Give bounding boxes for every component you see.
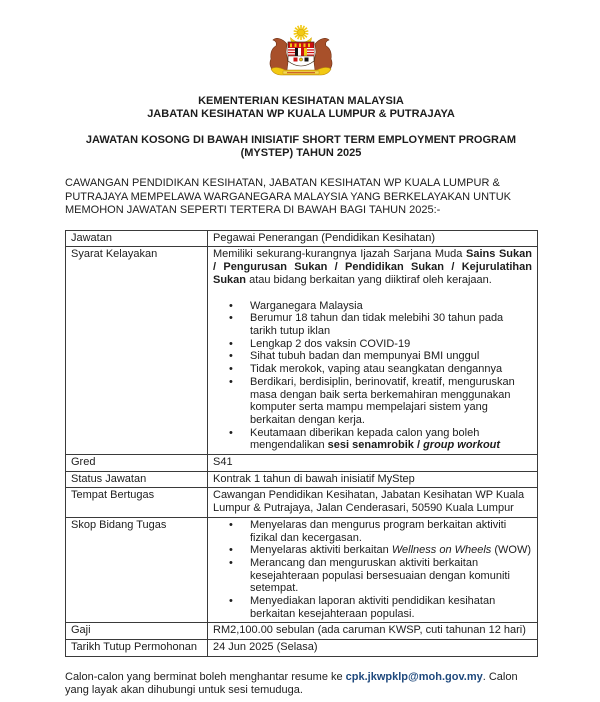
bullet-dot-icon: • — [229, 337, 233, 350]
bullet-dot-icon: • — [229, 595, 233, 608]
text-segment: group workout — [423, 439, 501, 452]
shield-icon — [288, 42, 314, 66]
value-paragraph — [213, 232, 532, 245]
row-value — [208, 471, 538, 488]
bullet-text — [250, 595, 532, 620]
row-label: Tempat Bertugas — [66, 488, 208, 517]
row-label: Jawatan — [66, 230, 208, 247]
row-label: Syarat Kelayakan — [66, 247, 208, 455]
document-title — [65, 134, 537, 160]
table-row — [66, 640, 538, 657]
bullet-dot-icon: • — [229, 363, 233, 376]
email-link[interactable]: cpk.jkwpklp@moh.gov.my — [345, 670, 483, 683]
bullet-dot-icon: • — [229, 518, 233, 531]
text-segment: Berdikari, berdisiplin, berinovatif, kreatif, menguruskan masa dengan baik serta berkemahiran menggunakan komputer serta mampu mempelajari sistem yang berkaitan dengan kerja. — [250, 375, 515, 426]
row-value — [208, 488, 538, 517]
bullet-item — [213, 312, 532, 337]
org-name-line2: JABATAN KESIHATAN WP KUALA LUMPUR & PUTRAJAYA — [147, 108, 455, 120]
text-segment: RM2,100.00 sebulan (ada caruman KWSP, cuti tahunan 12 hari) — [213, 624, 526, 637]
row-value — [208, 640, 538, 657]
text-segment: Keutamaan diberikan kepada calon yang boleh mengendalikan — [250, 426, 480, 452]
text-segment: sesi senamrobik / — [327, 439, 424, 452]
document-title-line1: JAWATAN KOSONG DI BAWAH INISIATIF SHORT TERM EMPLOYMENT PROGRAM — [85, 134, 517, 146]
value-paragraph — [213, 473, 532, 486]
bullet-item — [213, 376, 532, 427]
row-value — [208, 455, 538, 472]
bullet-dot-icon: • — [229, 350, 233, 363]
bullet-item — [213, 544, 532, 557]
banner-icon — [271, 67, 331, 75]
value-paragraph — [213, 456, 532, 469]
text-segment: . Calon yang layak akan dihubungi untuk sesi temuduga. — [65, 670, 518, 697]
text-segment: Pegawai Penerangan (Pendidikan Kesihatan) — [213, 231, 435, 244]
bullet-dot-icon: • — [229, 426, 233, 439]
row-value — [208, 517, 538, 623]
value-paragraph — [213, 489, 532, 514]
table-row — [66, 623, 538, 640]
bullet-item — [213, 519, 532, 544]
bullet-text — [250, 427, 532, 452]
table-row — [66, 247, 538, 455]
bullet-item — [213, 427, 532, 452]
bullet-dot-icon: • — [229, 312, 233, 325]
text-segment: Sihat tubuh badan dan mempunyai BMI unggul — [250, 350, 480, 363]
bullet-item — [213, 557, 532, 595]
bullet-text — [250, 544, 532, 557]
bullet-item — [213, 300, 532, 313]
row-label: Skop Bidang Tugas — [66, 517, 208, 623]
text-segment: Tidak merokok, vaping atau seangkatan dengannya — [250, 363, 503, 376]
row-label: Gred — [66, 455, 208, 472]
table-row — [66, 471, 538, 488]
bullet-text — [250, 338, 532, 351]
text-segment: 24 Jun 2025 (Selasa) — [213, 641, 318, 654]
bullet-text — [250, 557, 532, 595]
row-value — [208, 230, 538, 247]
table-row — [66, 455, 538, 472]
bullet-dot-icon: • — [229, 544, 233, 557]
row-value — [208, 623, 538, 640]
text-segment: Menyelaras dan mengurus program berkaitan aktiviti fizikal dan kecergasan. — [250, 518, 507, 544]
tiger-right-icon — [314, 38, 332, 72]
bullet-text — [250, 300, 532, 313]
bullet-text — [250, 376, 532, 427]
row-label: Status Jawatan — [66, 471, 208, 488]
table-row — [66, 488, 538, 517]
text-segment: Menyediakan laporan aktiviti pendidikan kesihatan berkaitan kesejahteraan populasi. — [250, 595, 496, 620]
tiger-left-icon — [270, 38, 288, 72]
value-paragraph — [213, 641, 532, 654]
text-segment: Menyelaras aktiviti berkaitan — [250, 544, 392, 557]
document-title-line2: (MYSTEP) TAHUN 2025 — [240, 147, 362, 159]
text-segment: Wellness on Wheels — [391, 544, 492, 557]
text-segment: Warganegara Malaysia — [250, 299, 363, 312]
job-details-table — [65, 230, 538, 657]
org-name-line1: KEMENTERIAN KESIHATAN MALAYSIA — [198, 95, 404, 107]
bullet-text — [250, 519, 532, 544]
text-segment: (WOW) — [491, 544, 531, 557]
text-segment: Merancang dan menguruskan aktiviti berkaitan kesejahteraan populasi bersesuaian dengan komuniti setempat. — [250, 556, 510, 595]
text-segment: Berumur 18 tahun dan tidak melebihi 30 tahun pada tarikh tutup iklan — [250, 312, 504, 337]
row-value — [208, 247, 538, 455]
intro-paragraph: CAWANGAN PENDIDIKAN KESIHATAN, JABATAN KESIHATAN WP KUALA LUMPUR & PUTRAJAYA MEMPELAWA WARGANEGARA MALAYSIA YANG BERKELAYAKAN UNTUK MEMOHON JAWATAN SEPERTI TERTERA DI BAWAH BAGI TAHUN 2025:- — [65, 177, 512, 217]
bullet-dot-icon: • — [229, 556, 233, 569]
text-segment: Cawangan Pendidikan Kesihatan, Jabatan Kesihatan WP Kuala Lumpur & Putrajaya, Jalan Cenderasari, 50590 Kuala Lumpur — [213, 489, 525, 515]
row-label: Tarikh Tutup Permohonan — [66, 640, 208, 657]
bullet-item — [213, 350, 532, 363]
text-segment: Memiliki sekurang-kurangnya Ijazah Sarjana Muda — [213, 248, 466, 261]
malaysia-coat-of-arms-icon — [257, 24, 345, 82]
bullet-item — [213, 363, 532, 376]
value-paragraph — [213, 248, 532, 286]
bullet-text — [250, 363, 532, 376]
text-segment: S41 — [213, 456, 233, 469]
text-segment: Lengkap 2 dos vaksin COVID-19 — [250, 337, 411, 350]
row-label: Gaji — [66, 623, 208, 640]
bullet-dot-icon: • — [229, 375, 233, 388]
value-paragraph — [213, 624, 532, 637]
bullet-text — [250, 350, 532, 363]
table-row — [66, 517, 538, 623]
bullet-item — [213, 338, 532, 351]
text-segment: Calon-calon yang berminat boleh menghantar resume ke — [65, 670, 346, 683]
bullet-text — [250, 312, 532, 337]
closing-paragraph — [65, 671, 537, 698]
text-segment: Sains Sukan / Pengurusan Sukan / Pendidikan Sukan / Kejurulatihan Sukan — [213, 248, 532, 286]
bullet-item — [213, 595, 532, 620]
bullet-dot-icon: • — [229, 299, 233, 312]
table-row — [66, 230, 538, 247]
text-segment: Kontrak 1 tahun di bawah inisiatif MyStep — [213, 472, 415, 485]
text-segment: atau bidang berkaitan yang diiktiraf oleh kerajaan. — [246, 273, 492, 286]
